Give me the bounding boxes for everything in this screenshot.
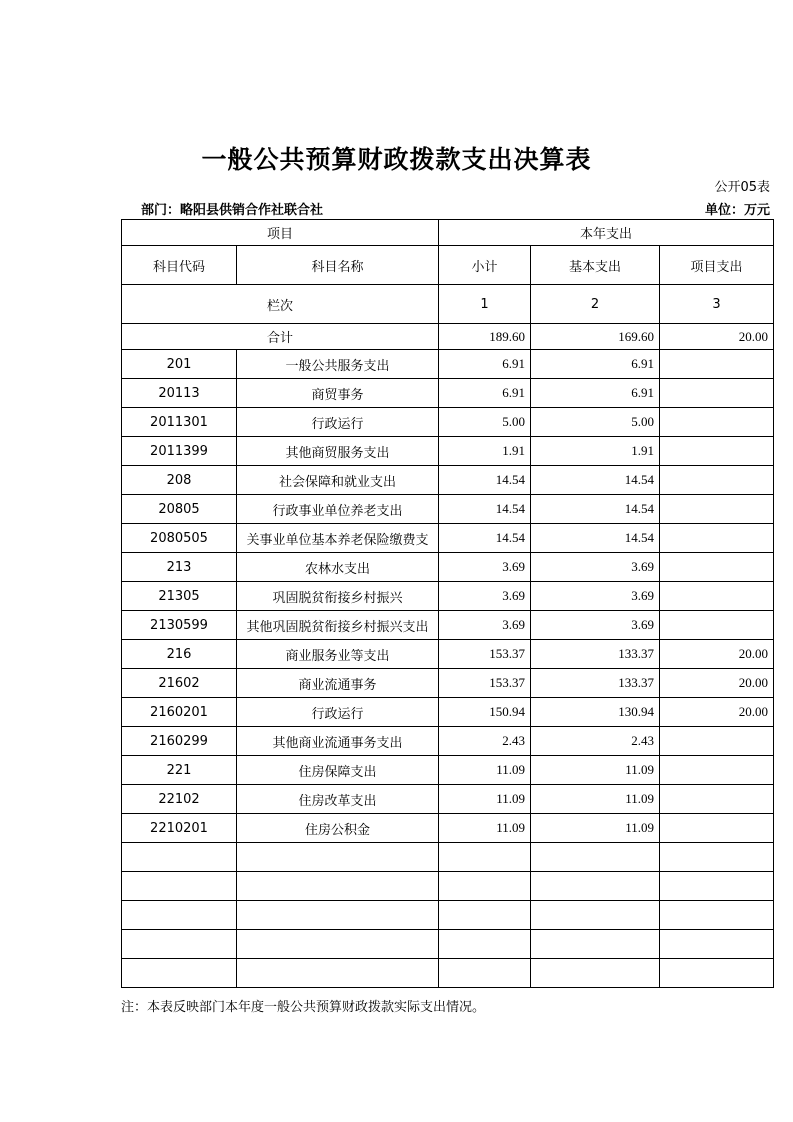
row-basic: 133.37 xyxy=(531,640,660,669)
header-code: 科目代码 xyxy=(122,246,237,285)
table-row xyxy=(122,843,774,872)
table-row xyxy=(122,756,774,785)
row-name: 商贸事务 xyxy=(237,379,439,408)
row-code xyxy=(122,901,237,930)
row-project xyxy=(660,611,774,640)
row-name: 住房保障支出 xyxy=(237,756,439,785)
row-subtotal: 11.09 xyxy=(439,756,531,785)
total-basic: 169.60 xyxy=(531,324,660,350)
total-project: 20.00 xyxy=(660,324,774,350)
row-basic: 11.09 xyxy=(531,814,660,843)
row-name: 农林水支出 xyxy=(237,553,439,582)
row-project xyxy=(660,727,774,756)
row-subtotal: 14.54 xyxy=(439,466,531,495)
total-row xyxy=(122,324,774,350)
row-basic xyxy=(531,930,660,959)
row-basic: 5.00 xyxy=(531,408,660,437)
table-row xyxy=(122,408,774,437)
row-subtotal: 3.69 xyxy=(439,553,531,582)
row-code: 2130599 xyxy=(122,611,237,640)
row-code xyxy=(122,872,237,901)
row-subtotal: 11.09 xyxy=(439,814,531,843)
unit-label: 单位：万元 xyxy=(704,203,770,218)
row-basic: 11.09 xyxy=(531,785,660,814)
table-row xyxy=(122,611,774,640)
row-subtotal: 3.69 xyxy=(439,582,531,611)
row-basic: 14.54 xyxy=(531,524,660,553)
row-project: 20.00 xyxy=(660,698,774,727)
row-project xyxy=(660,959,774,988)
row-basic: 6.91 xyxy=(531,379,660,408)
header-current-year: 本年支出 xyxy=(439,220,774,246)
row-basic: 14.54 xyxy=(531,495,660,524)
column-index-row xyxy=(122,285,774,324)
table-row xyxy=(122,785,774,814)
row-name xyxy=(237,872,439,901)
column-index-2: 2 xyxy=(531,285,660,324)
row-name: 其他商贸服务支出 xyxy=(237,437,439,466)
row-name: 其他巩固脱贫衔接乡村振兴支出 xyxy=(237,611,439,640)
row-subtotal: 1.91 xyxy=(439,437,531,466)
table-row xyxy=(122,524,774,553)
row-project xyxy=(660,524,774,553)
department-label: 部门：略阳县供销合作社联合社 xyxy=(141,203,324,218)
row-name: 商业服务业等支出 xyxy=(237,640,439,669)
table-row xyxy=(122,959,774,988)
table-row xyxy=(122,698,774,727)
row-code: 2160299 xyxy=(122,727,237,756)
row-subtotal xyxy=(439,901,531,930)
row-code: 213 xyxy=(122,553,237,582)
row-name xyxy=(237,930,439,959)
row-code: 2210201 xyxy=(122,814,237,843)
header-project: 项目 xyxy=(122,220,439,246)
row-subtotal: 3.69 xyxy=(439,611,531,640)
row-basic: 6.91 xyxy=(531,350,660,379)
row-subtotal: 14.54 xyxy=(439,524,531,553)
row-subtotal: 6.91 xyxy=(439,379,531,408)
row-code: 208 xyxy=(122,466,237,495)
row-subtotal xyxy=(439,843,531,872)
row-basic: 14.54 xyxy=(531,466,660,495)
row-code xyxy=(122,930,237,959)
row-code: 201 xyxy=(122,350,237,379)
row-name: 行政运行 xyxy=(237,698,439,727)
header-row-1 xyxy=(122,220,774,246)
table-row xyxy=(122,669,774,698)
expenditure-table xyxy=(121,219,774,988)
row-code: 2011301 xyxy=(122,408,237,437)
header-basic: 基本支出 xyxy=(531,246,660,285)
row-name: 一般公共服务支出 xyxy=(237,350,439,379)
row-project xyxy=(660,930,774,959)
header-name: 科目名称 xyxy=(237,246,439,285)
row-project xyxy=(660,466,774,495)
row-basic: 3.69 xyxy=(531,582,660,611)
row-basic: 2.43 xyxy=(531,727,660,756)
row-project xyxy=(660,843,774,872)
row-project xyxy=(660,379,774,408)
table-row xyxy=(122,379,774,408)
row-project xyxy=(660,553,774,582)
row-code: 2080505 xyxy=(122,524,237,553)
row-code: 21305 xyxy=(122,582,237,611)
column-index-3: 3 xyxy=(660,285,774,324)
header-row-2 xyxy=(122,246,774,285)
table-row xyxy=(122,582,774,611)
row-project: 20.00 xyxy=(660,669,774,698)
row-project: 20.00 xyxy=(660,640,774,669)
row-code: 2011399 xyxy=(122,437,237,466)
row-code: 20805 xyxy=(122,495,237,524)
row-name: 关事业单位基本养老保险缴费支 xyxy=(237,524,439,553)
table-row xyxy=(122,495,774,524)
table-row xyxy=(122,553,774,582)
row-basic xyxy=(531,959,660,988)
row-project xyxy=(660,582,774,611)
row-project xyxy=(660,495,774,524)
row-subtotal: 153.37 xyxy=(439,640,531,669)
row-name xyxy=(237,901,439,930)
total-subtotal: 189.60 xyxy=(439,324,531,350)
row-project xyxy=(660,901,774,930)
row-name: 行政运行 xyxy=(237,408,439,437)
table-row xyxy=(122,930,774,959)
table-row xyxy=(122,872,774,901)
table-row xyxy=(122,350,774,379)
row-basic: 1.91 xyxy=(531,437,660,466)
table-row xyxy=(122,814,774,843)
table-row xyxy=(122,437,774,466)
row-name: 住房改革支出 xyxy=(237,785,439,814)
row-basic: 3.69 xyxy=(531,611,660,640)
row-code xyxy=(122,959,237,988)
row-name xyxy=(237,843,439,872)
row-subtotal xyxy=(439,930,531,959)
row-subtotal: 11.09 xyxy=(439,785,531,814)
row-code: 21602 xyxy=(122,669,237,698)
row-project xyxy=(660,437,774,466)
row-code xyxy=(122,843,237,872)
row-subtotal xyxy=(439,872,531,901)
row-basic xyxy=(531,872,660,901)
row-basic: 133.37 xyxy=(531,669,660,698)
row-basic: 130.94 xyxy=(531,698,660,727)
row-project xyxy=(660,872,774,901)
row-code: 22102 xyxy=(122,785,237,814)
row-name: 社会保障和就业支出 xyxy=(237,466,439,495)
row-project xyxy=(660,408,774,437)
row-subtotal: 5.00 xyxy=(439,408,531,437)
row-name xyxy=(237,959,439,988)
row-code: 2160201 xyxy=(122,698,237,727)
table-row xyxy=(122,466,774,495)
header-subtotal: 小计 xyxy=(439,246,531,285)
row-name: 其他商业流通事务支出 xyxy=(237,727,439,756)
table-row xyxy=(122,640,774,669)
row-code: 216 xyxy=(122,640,237,669)
row-name: 住房公积金 xyxy=(237,814,439,843)
row-code: 20113 xyxy=(122,379,237,408)
form-code: 公开05表 xyxy=(714,180,770,195)
row-project xyxy=(660,756,774,785)
row-subtotal: 6.91 xyxy=(439,350,531,379)
row-basic xyxy=(531,843,660,872)
row-subtotal: 150.94 xyxy=(439,698,531,727)
footnote: 注：本表反映部门本年度一般公共预算财政拨款实际支出情况。 xyxy=(121,1000,486,1015)
total-label: 合计 xyxy=(122,324,439,350)
row-subtotal: 2.43 xyxy=(439,727,531,756)
row-subtotal xyxy=(439,959,531,988)
table-row xyxy=(122,727,774,756)
table-row xyxy=(122,901,774,930)
row-basic: 11.09 xyxy=(531,756,660,785)
row-name: 行政事业单位养老支出 xyxy=(237,495,439,524)
row-project xyxy=(660,814,774,843)
column-label: 栏次 xyxy=(122,285,439,324)
row-subtotal: 14.54 xyxy=(439,495,531,524)
row-name: 商业流通事务 xyxy=(237,669,439,698)
header-project-exp: 项目支出 xyxy=(660,246,774,285)
page-title: 一般公共预算财政拨款支出决算表 xyxy=(201,145,592,174)
row-subtotal: 153.37 xyxy=(439,669,531,698)
column-index-1: 1 xyxy=(439,285,531,324)
row-project xyxy=(660,785,774,814)
row-basic: 3.69 xyxy=(531,553,660,582)
row-basic xyxy=(531,901,660,930)
row-name: 巩固脱贫衔接乡村振兴 xyxy=(237,582,439,611)
row-code: 221 xyxy=(122,756,237,785)
row-project xyxy=(660,350,774,379)
